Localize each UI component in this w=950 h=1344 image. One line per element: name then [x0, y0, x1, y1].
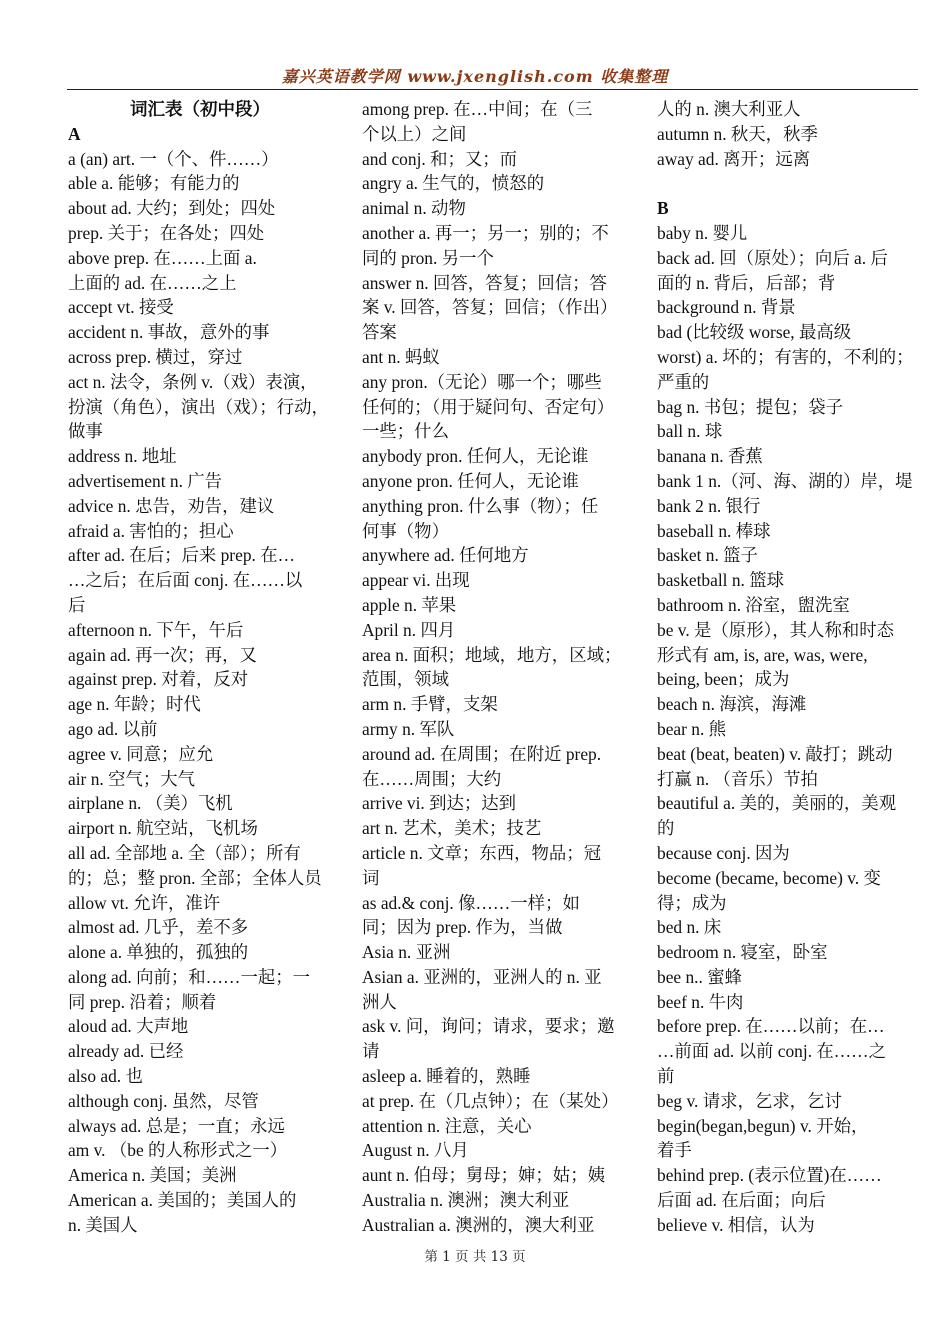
vocab-line: angry a. 生气的，愤怒的: [362, 173, 545, 194]
vocab-title: 词汇表（初中段）: [130, 99, 270, 119]
vocab-line: behind prep. (表示位置)在……: [657, 1165, 882, 1186]
vocab-line: beautiful a. 美的，美丽的，美观: [657, 793, 897, 814]
letter-heading: B: [657, 198, 669, 219]
vocab-line: above prep. 在……上面 a.: [68, 247, 257, 268]
vocab-line: arm n. 手臂，支架: [362, 694, 498, 715]
vocab-line: ask v. 问，询问；请求，要求；邀: [362, 1016, 615, 1037]
vocab-line: army n. 军队: [362, 718, 455, 739]
vocab-column-3: [657, 97, 921, 1238]
vocab-line: airport n. 航空站，飞机场: [68, 818, 258, 839]
vocab-line: afraid a. 害怕的；担心: [68, 520, 234, 541]
vocab-line: anyone pron. 任何人，无论谁: [362, 470, 579, 491]
vocab-line: beach n. 海滨，海滩: [657, 694, 807, 715]
vocab-line: bee n.. 蜜蜂: [657, 966, 743, 987]
vocab-line: 同；因为 prep. 作为，当做: [362, 917, 563, 938]
vocab-line: anywhere ad. 任何地方: [362, 545, 529, 566]
vocab-line: a (an) art. 一（个、件……）: [68, 148, 279, 169]
vocab-line: at prep. 在（几点钟）；在（某处）: [362, 1090, 619, 1111]
vocab-line: aloud ad. 大声地: [68, 1016, 189, 1037]
vocab-line: across prep. 横过，穿过: [68, 346, 243, 367]
vocab-line: afternoon n. 下午，午后: [68, 619, 244, 640]
vocab-line: 打赢 n. （音乐）节拍: [657, 768, 818, 789]
vocab-line: after ad. 在后；后来 prep. 在…: [68, 545, 295, 566]
vocab-line: also ad. 也: [68, 1066, 143, 1087]
vocab-line: 何事（物）: [362, 520, 449, 541]
vocab-line: bank 1 n.（河、海、湖的）岸，堤: [657, 470, 913, 491]
vocab-line: Asia n. 亚洲: [362, 942, 451, 963]
vocab-line: bathroom n. 浴室，盥洗室: [657, 594, 850, 615]
vocab-line: being, been；成为: [657, 669, 790, 690]
vocab-line: America n. 美国；美洲: [68, 1165, 237, 1186]
vocab-line: 同的 pron. 另一个: [362, 247, 494, 268]
vocab-line: 做事: [68, 421, 103, 442]
vocab-line: bank 2 n. 银行: [657, 495, 761, 516]
vocab-line: able a. 能够；有能力的: [68, 173, 240, 194]
vocab-line: 严重的: [657, 371, 710, 392]
vocab-line: among prep. 在…中间；在（三: [362, 99, 593, 119]
vocab-line: 同 prep. 沿着；顺着: [68, 991, 217, 1012]
vocab-line: attention n. 注意，关心: [362, 1115, 532, 1136]
vocab-line: apple n. 苹果: [362, 594, 457, 615]
vocab-line: bag n. 书包；提包；袋子: [657, 396, 843, 417]
vocab-line: 一些；什么: [362, 421, 449, 442]
vocab-line: banana n. 香蕉: [657, 446, 763, 467]
vocab-line: anything pron. 什么事（物）；任: [362, 495, 599, 516]
vocab-line: before prep. 在……以前；在…: [657, 1016, 885, 1037]
vocab-line: worst) a. 坏的；有害的，不利的；: [657, 346, 914, 367]
vocab-line: beef n. 牛肉: [657, 991, 744, 1012]
vocab-line: 着手: [657, 1140, 692, 1161]
vocab-line: act n. 法令，条例 v.（戏）表演，: [68, 371, 318, 392]
vocab-line: another a. 再一；另一；别的；不: [362, 222, 609, 243]
vocab-line: although conj. 虽然，尽管: [68, 1090, 259, 1111]
vocab-line: alone a. 单独的，孤独的: [68, 942, 249, 963]
vocab-line: answer n. 回答，答复；回信；答: [362, 272, 607, 293]
vocab-line: always ad. 总是；一直；永远: [68, 1115, 285, 1136]
vocab-line: 后面 ad. 在后面；向后: [657, 1190, 826, 1211]
vocab-line: 前: [657, 1066, 675, 1087]
vocab-line: prep. 关于；在各处；四处: [68, 222, 265, 243]
vocab-line: 形式有 am, is, are, was, were,: [657, 644, 868, 665]
vocab-line: because conj. 因为: [657, 842, 790, 863]
vocab-line: accident n. 事故，意外的事: [68, 322, 270, 343]
vocab-line: 任何的；（用于疑问句、否定句）: [362, 396, 615, 417]
vocab-line: beat (beat, beaten) v. 敲打；跳动: [657, 743, 893, 764]
vocab-line: accept vt. 接受: [68, 297, 174, 318]
vocab-line: appear vi. 出现: [362, 570, 470, 591]
vocab-line: about ad. 大约；到处；四处: [68, 198, 276, 219]
vocab-line: age n. 年龄；时代: [68, 694, 201, 715]
vocab-line: begin(began,begun) v. 开始，: [657, 1115, 869, 1136]
vocab-line: background n. 背景: [657, 297, 796, 318]
vocab-line: bed n. 床: [657, 917, 722, 938]
vocab-line: airplane n. （美）飞机: [68, 793, 233, 814]
vocab-line: basketball n. 篮球: [657, 570, 785, 591]
header-rule: [67, 89, 918, 90]
vocab-line: 后: [68, 594, 86, 615]
vocab-line: baby n. 婴儿: [657, 222, 748, 243]
vocab-line: address n. 地址: [68, 446, 177, 467]
vocab-line: 词: [362, 867, 380, 888]
vocab-line: 得；成为: [657, 892, 727, 913]
vocab-line: August n. 八月: [362, 1140, 469, 1161]
vocab-line: away ad. 离开；远离: [657, 148, 811, 169]
vocab-line: beg v. 请求，乞求，乞讨: [657, 1090, 842, 1111]
vocab-line: am v. （be 的人称形式之一）: [68, 1140, 288, 1161]
vocab-line: already ad. 已经: [68, 1041, 184, 1062]
vocab-line: bedroom n. 寝室，卧室: [657, 942, 828, 963]
letter-heading: A: [68, 123, 81, 144]
vocab-line: American a. 美国的；美国人的: [68, 1190, 297, 1211]
vocab-line: against prep. 对着，反对: [68, 669, 249, 690]
vocab-line: any pron.（无论）哪一个；哪些: [362, 371, 602, 392]
vocab-line: become (became, become) v. 变: [657, 867, 881, 888]
vocab-line: 上面的 ad. 在……之上: [68, 272, 237, 293]
vocab-line: bad (比较级 worse, 最高级: [657, 322, 852, 343]
vocab-line: ago ad. 以前: [68, 718, 158, 739]
vocab-line: art n. 艺术，美术；技艺: [362, 818, 542, 839]
vocab-line: autumn n. 秋天，秋季: [657, 123, 818, 144]
vocab-line: …之后；在后面 conj. 在……以: [68, 570, 303, 591]
vocab-line: ant n. 蚂蚁: [362, 346, 440, 367]
vocab-line: along ad. 向前；和……一起；一: [68, 966, 311, 987]
vocab-line: 洲人: [362, 991, 397, 1012]
vocab-line: 人的 n. 澳大利亚人: [657, 99, 801, 119]
vocab-line: 请: [362, 1041, 380, 1062]
vocab-line: asleep a. 睡着的，熟睡: [362, 1066, 531, 1087]
vocab-line: article n. 文章；东西，物品；冠: [362, 842, 602, 863]
page-footer: 第 1 页 共 13 页: [424, 1249, 526, 1265]
vocab-line: basket n. 篮子: [657, 545, 758, 566]
vocab-line: allow vt. 允许，准许: [68, 892, 221, 913]
vocab-line: anybody pron. 任何人，无论谁: [362, 446, 589, 467]
vocab-line: ball n. 球: [657, 421, 723, 442]
vocab-line: baseball n. 棒球: [657, 520, 771, 541]
blank-line: [657, 171, 921, 196]
vocab-line: 的: [657, 818, 675, 839]
vocab-line: 范围，领域: [362, 669, 449, 690]
vocab-line: April n. 四月: [362, 619, 456, 640]
vocab-line: back ad. 回（原处）；向后 a. 后: [657, 247, 888, 268]
vocab-line: 在……周围；大约: [362, 768, 502, 789]
vocab-line: be v. 是（原形），其人称和时态: [657, 619, 895, 640]
vocab-line: advice n. 忠告，劝告，建议: [68, 495, 275, 516]
vocab-line: around ad. 在周围；在附近 prep.: [362, 743, 602, 764]
vocab-line: almost ad. 几乎，差不多: [68, 917, 249, 938]
vocab-line: 答案: [362, 322, 397, 343]
vocab-column-2: [362, 97, 626, 1238]
vocab-line: 案 v. 回答，答复；回信；（作出）: [362, 297, 618, 318]
vocab-line: 扮演（角色），演出（戏）；行动，: [68, 396, 329, 417]
vocab-line: and conj. 和；又；而: [362, 148, 518, 169]
vocab-line: n. 美国人: [68, 1214, 138, 1235]
vocab-line: animal n. 动物: [362, 198, 466, 219]
vocab-line: agree v. 同意；应允: [68, 743, 214, 764]
vocab-line: Asian a. 亚洲的，亚洲人的 n. 亚: [362, 966, 602, 987]
vocab-line: 个以上）之间: [362, 123, 467, 144]
vocab-line: 的；总；整 pron. 全部；全体人员: [68, 867, 322, 888]
vocab-line: bear n. 熊: [657, 718, 727, 739]
vocab-line: arrive vi. 到达；达到: [362, 793, 517, 814]
vocab-column-1: [68, 97, 332, 1238]
vocab-line: all ad. 全部地 a. 全（部）；所有: [68, 842, 301, 863]
vocab-line: 面的 n. 背后，后部；背: [657, 272, 836, 293]
vocab-line: believe v. 相信，认为: [657, 1214, 815, 1235]
page-header: 嘉兴英语教学网 www.jxenglish.com 收集整理: [281, 67, 669, 86]
vocab-line: air n. 空气；大气: [68, 768, 196, 789]
vocab-line: as ad.& conj. 像……一样；如: [362, 892, 580, 913]
vocab-line: aunt n. 伯母；舅母；婶；姑；姨: [362, 1165, 605, 1186]
vocab-line: area n. 面积；地域，地方，区域；: [362, 644, 622, 665]
vocab-line: again ad. 再一次；再，又: [68, 644, 257, 665]
vocab-line: …前面 ad. 以前 conj. 在……之: [657, 1041, 886, 1062]
vocab-line: advertisement n. 广告: [68, 470, 223, 491]
vocab-line: Australian a. 澳洲的，澳大利亚: [362, 1214, 595, 1235]
vocab-line: Australia n. 澳洲；澳大利亚: [362, 1190, 570, 1211]
